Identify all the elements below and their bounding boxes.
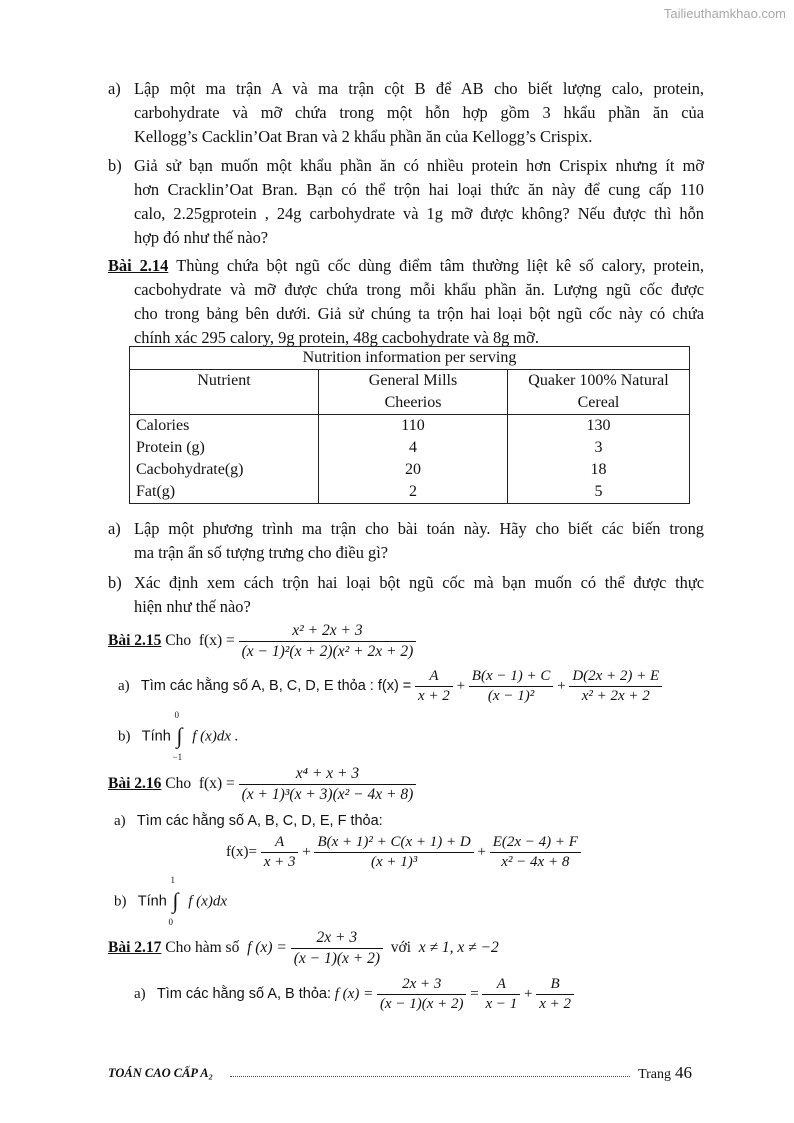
fraction: $\frac{\text{x⁴ + x + 3}}{\text{(x + 1)³(x + 3)(x² − 4x + 8)}}$: [239, 765, 417, 804]
table-row: Protein (g) 4 3: [130, 437, 690, 459]
item-label: b): [108, 156, 122, 175]
exercise-2-16-b: b) Tính 1 ∫ 0 f (x)dx: [114, 875, 227, 927]
text-line: Xác định xem cách trộn hai loại bột ngũ cốc mà bạn muốn có thể được thực: [134, 573, 704, 592]
footer-title: TOÁN CAO CẤP A₂: [108, 1066, 213, 1080]
table-row: Cacbohydrate(g) 20 18: [130, 459, 690, 481]
exercise-2-15-a: a) Tìm các hằng số A, B, C, D, E thỏa : f(x) = $\frac{A}{x + 2}$ + $\frac{B(x - 1) + C}{\text{(x − 1)²}}$ + $\frac{D(2x + 2) + E}{\text{x² + 2x + 2}}$: [118, 668, 662, 705]
exercise-2-15: Bài 2.15 Cho f(x) = $\frac{\text{x² + 2x + 3}}{\text{(x − 1)²(x + 2)(x² + 2x + 2)}}$: [108, 622, 416, 661]
integral-sign: 0 ∫ −1: [172, 710, 183, 762]
page-number: Trang 46: [638, 1063, 692, 1082]
text-line: cacbohydrate và mỡ được chứa trong mỗi khẩu phần ăn. Lượng ngũ cốc được: [134, 280, 704, 299]
exercise-title: Bài 2.16: [108, 775, 162, 793]
fraction: $\frac{2x + 3}{(x - 1)(x + 2)}$: [291, 929, 383, 968]
integral-sign: 1 ∫ 0: [168, 875, 179, 927]
text-line: hợp đó như thế nào?: [134, 228, 269, 247]
header-cheerios: General Mills Cheerios: [319, 370, 508, 415]
exercise-2-15-b: b) Tính 0 ∫ −1 f (x)dx .: [118, 710, 239, 762]
text-line: Thùng chứa bột ngũ cốc dùng điểm tâm thường liệt kê số calory, protein,: [176, 256, 705, 275]
item-label: a): [108, 519, 121, 538]
text-line: cho trong bảng bên dưới. Giả sử chúng ta trộn hai loại bột ngũ cốc này có chứa: [134, 304, 704, 323]
exercise-title: Bài 2.17: [108, 939, 162, 957]
exercise-title: Bài 2.14: [108, 256, 169, 275]
item-a-kellogg: [108, 77, 704, 149]
item-label: a): [108, 79, 121, 98]
item-label: b): [108, 573, 122, 592]
header-nutrient: Nutrient: [130, 370, 319, 415]
nutrition-table: [129, 346, 690, 504]
exercise-title: Bài 2.15: [108, 632, 162, 650]
text-line: Kellogg’s Cacklin’Oat Bran và 2 khẩu phần ăn của Kellogg’s Crispix.: [134, 127, 593, 146]
exercise-2-17: Bài 2.17 Cho hàm số f (x) = $\frac{2x + 3}{(x - 1)(x + 2)}$ với x ≠ 1, x ≠ −2: [108, 929, 499, 967]
header-quaker: Quaker 100% Natural Cereal: [508, 370, 690, 415]
text-line: hơn Cracklin’Oat Bran. Bạn có thể trộn hai loại thức ăn này để cung cấp 110: [134, 180, 704, 199]
watermark: Tailieuthamkhao.com: [663, 6, 786, 21]
exercise-2-14: [108, 254, 704, 350]
text-line: chính xác 295 calory, 9g protein, 48g cacbohydrate và 8g mỡ.: [134, 328, 539, 347]
text-line: Giả sử bạn muốn một khẩu phần ăn có nhiều protein hơn Crispix nhưng ít mỡ: [134, 156, 704, 175]
text-line: Lập một phương trình ma trận cho bài toán này. Hãy cho biết các biến trong: [134, 519, 704, 538]
page-footer: [108, 1063, 692, 1082]
text-line: calo, 2.25gprotein , 24g carbohydrate và 1g mỡ được không? Nếu được thì hỗn: [134, 204, 704, 223]
exercise-2-17-a: a) Tìm các hằng số A, B thỏa: f (x) = $\frac{2x + 3}{(x - 1)(x + 2)}$ = $\frac{A}{x - 1}$ + $\frac{B}{x + 2}$: [134, 976, 574, 1013]
text-line: ma trận ẩn số tượng trưng cho điều gì?: [134, 543, 389, 562]
exercise-2-16-a: a) Tìm các hằng số A, B, C, D, E, F thỏa:: [114, 813, 383, 829]
table-caption: Nutrition information per serving: [130, 347, 690, 370]
fraction: $\frac{\text{x² + 2x + 3}}{\text{(x − 1)²(x + 2)(x² + 2x + 2)}}$: [239, 622, 417, 661]
exercise-2-16: Bài 2.16 Cho f(x) = $\frac{\text{x⁴ + x + 3}}{\text{(x + 1)³(x + 3)(x² − 4x + 8)}}$: [108, 765, 416, 804]
text-line: carbohydrate và mỡ chứa trong một hỗn hợp gồm 3 hkẩu phần ăn của: [134, 103, 704, 122]
exercise-2-16-formula: f(x)= $\frac{A}{x + 3}$ + $\frac{\text{B(x + 1)² + C(x + 1) + D}}{\text{(x + 1)³}}$ + $\frac{E(2x - 4) + F}{\text{x² − 4x + 8}}$: [226, 834, 581, 871]
text-line: hiện như thế nào?: [134, 597, 251, 616]
footer-dots: [230, 1076, 630, 1077]
item-b-mixing: [108, 571, 704, 619]
item-b-crispix: [108, 154, 704, 250]
item-a-matrix-equation: [108, 517, 704, 565]
table-row: Calories 110 130: [130, 415, 690, 438]
text-line: Lập một ma trận A và ma trận cột B để AB cho biết lượng calo, protein,: [134, 79, 704, 98]
table-row: Fat(g) 2 5: [130, 481, 690, 504]
